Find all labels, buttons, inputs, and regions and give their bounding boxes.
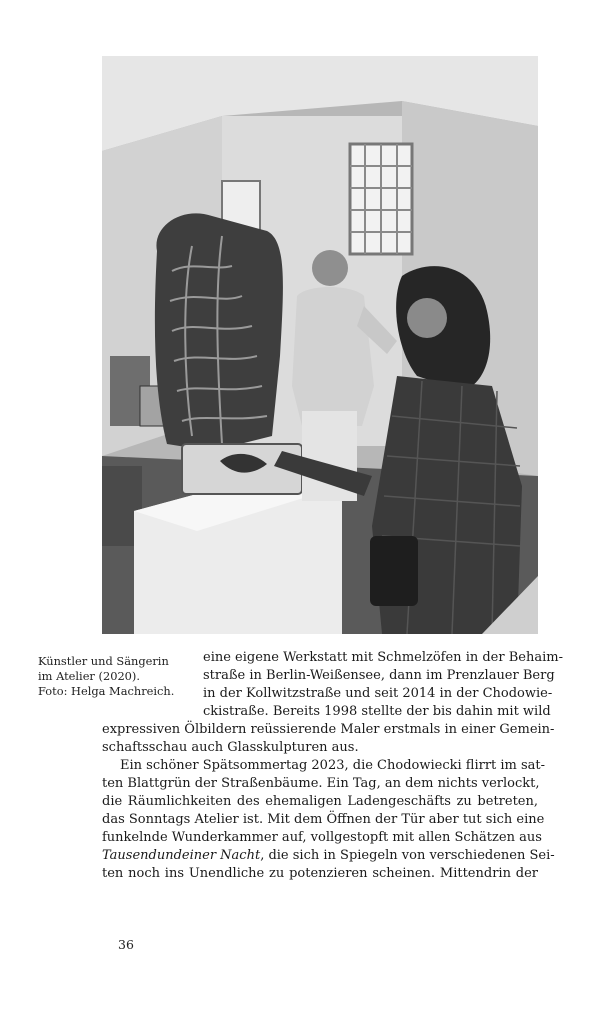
text-line: schaftsschau auch Glasskulpturen aus.	[102, 740, 359, 755]
text-line: in der Kollwitzstraße und seit 2014 in der Chodowie-	[203, 686, 553, 701]
text-line: expressiven Ölbildern reüssierende Maler erstmals in einer Gemein-	[102, 722, 555, 737]
text-line: ckistraße. Bereits 1998 stellte der bis dahin mit wild	[203, 704, 551, 719]
caption-line: Foto: Helga Machreich.	[38, 684, 175, 698]
text-line: straße in Berlin-Weißensee, dann im Prenzlauer Berg	[203, 668, 555, 683]
text-line: eine eigene Werkstatt mit Schmelzöfen in der Behaim-	[203, 650, 563, 665]
text-line: die Räumlichkeiten des ehemaligen Ladengeschäfts zu betreten,	[102, 794, 538, 809]
page-number: 36	[118, 937, 134, 952]
caption-line: Künstler und Sängerin	[38, 654, 169, 668]
text-line: Ein schöner Spätsommertag 2023, die Chodowiecki flirrt im sat-	[120, 758, 546, 773]
atelier-photo	[102, 56, 538, 634]
photo-caption	[38, 654, 198, 699]
text-line: das Sonntags Atelier ist. Mit dem Öffnen der Tür aber tut sich eine	[102, 812, 545, 827]
text-line: ten noch ins Unendliche zu potenzieren scheinen. Mittendrin der	[102, 866, 538, 881]
text-line: funkelnde Wunderkammer auf, vollgestopft mit allen Schätzen aus	[102, 830, 542, 845]
text-line	[102, 847, 555, 864]
italic-title: Tausendundeiner Nacht	[102, 848, 261, 863]
caption-line: im Atelier (2020).	[38, 669, 140, 683]
text-line-rest: , die sich in Spiegeln von verschiedenen Sei-	[260, 848, 555, 863]
text-line: ten Blattgrün der Straßenbäume. Ein Tag, an dem nichts verlockt,	[102, 776, 540, 791]
